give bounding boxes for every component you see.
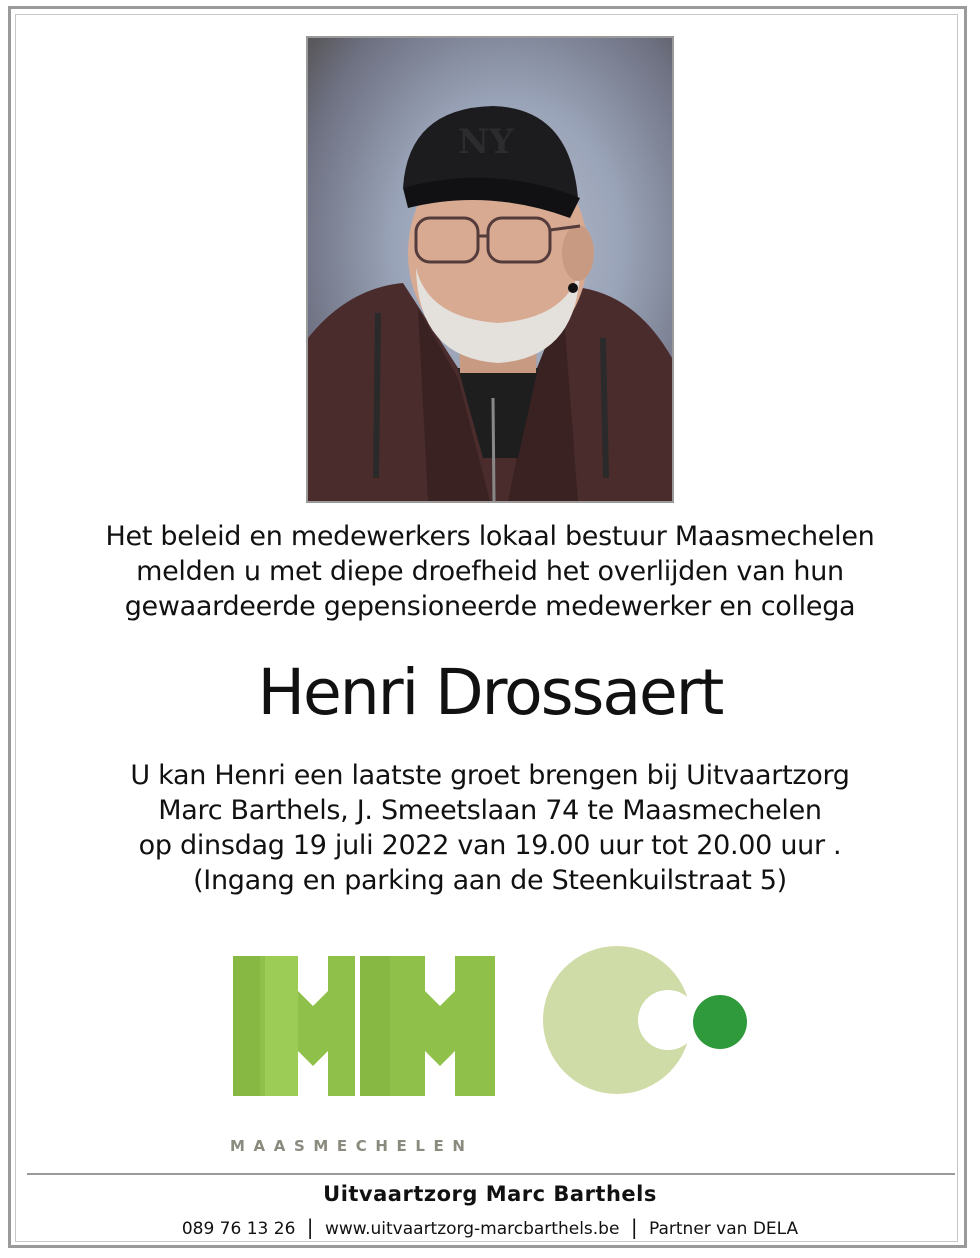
funeral-home-name: Uitvaartzorg Marc Barthels (323, 1182, 657, 1206)
visitation-line-3: op dinsdag 19 juli 2022 van 19.00 uur tot 20.00 uur . (138, 830, 842, 861)
footer-contact (0, 1215, 980, 1239)
partner-text: Partner van DELA (649, 1219, 799, 1239)
svg-text:NY: NY (458, 122, 514, 162)
separator: | (306, 1215, 314, 1239)
visitation-line-2: Marc Barthels, J. Smeetslaan 74 te Maasmechelen (158, 795, 822, 826)
deceased-name: Henri Drossaert (257, 656, 723, 729)
visitation-text (0, 758, 980, 898)
footer-divider (27, 1173, 955, 1175)
website-link[interactable]: www.uitvaartzorg-marcbarthels.be (324, 1219, 620, 1239)
separator: | (630, 1215, 638, 1239)
logo-wordmark: MAASMECHELEN (230, 1137, 474, 1155)
intro-text (0, 519, 980, 624)
visitation-line-1: U kan Henri een laatste groet brengen bij Uitvaartzorg (130, 760, 850, 791)
intro-line-2: melden u met diepe droefheid het overlijden van hun (136, 556, 844, 587)
portrait-photo (306, 36, 674, 503)
intro-line-1: Het beleid en medewerkers lokaal bestuur Maasmechelen (105, 521, 875, 552)
intro-line-3: gewaardeerde gepensioneerde medewerker en collega (124, 591, 856, 622)
phone-number: 089 76 13 26 (181, 1219, 296, 1239)
maasmechelen-logo (225, 946, 755, 1161)
visitation-line-4: (Ingang en parking aan de Steenkuilstraat 5) (193, 865, 787, 896)
